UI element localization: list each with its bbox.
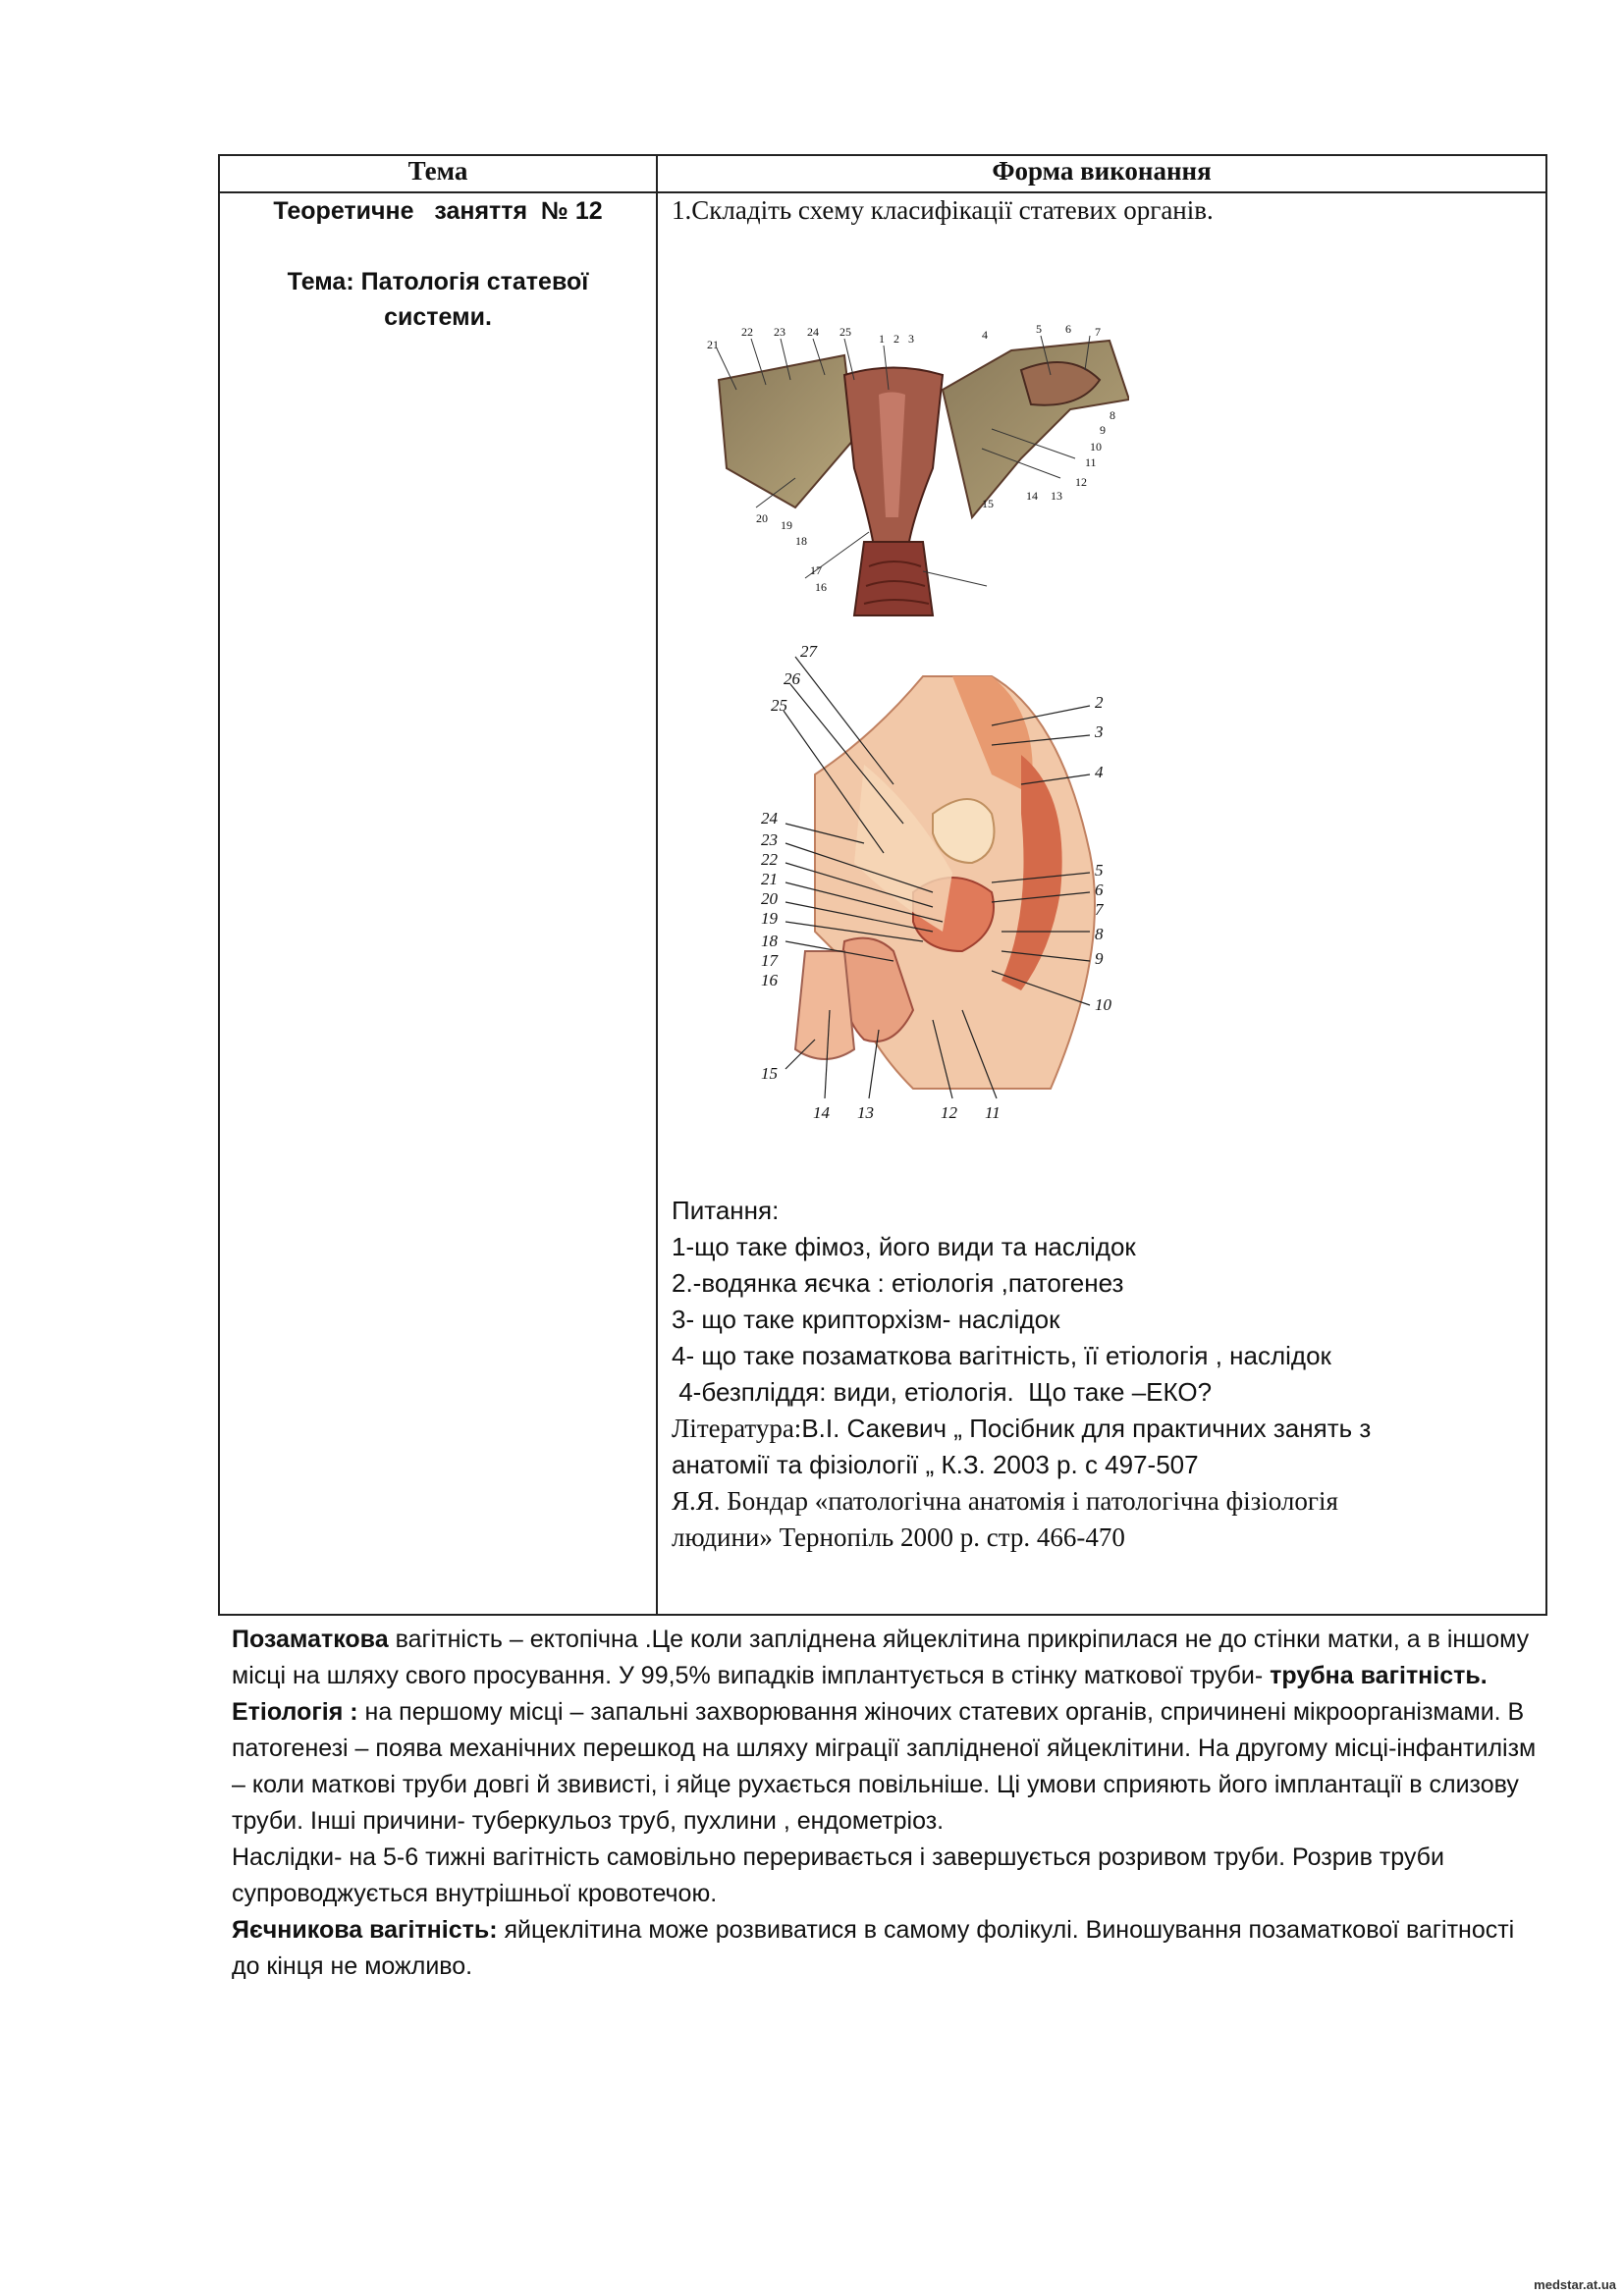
lesson-table [218,154,1547,1616]
figure-label: 4 [982,328,988,342]
figure-label: 9 [1100,423,1106,437]
figure-label: 5 [1095,861,1104,880]
paragraph-consequences: Наслідки- на 5-6 тижні вагітність самовільно переривається і завершується розривом труби. Розрив труби супроводжується внутрішньої кровотечою. [232,1843,1444,1907]
header-topic: Тема [219,155,657,192]
figure-label: 7 [1095,900,1104,919]
paragraph-ectopic: Позаматкова вагітність – ектопічна .Це коли запліднена яйцеклітина прикріпилася не до стінки матки, а в іншому місці на шляху свого просування. У 99,5% випадків імплантується в стінку маткової труби- трубна вагітність. [232,1626,1530,1689]
question-item: 4- що таке позаматкова вагітність, її етіологія , наслідок [672,1341,1331,1370]
figure-label: 15 [761,1064,778,1083]
question-item: 3- що таке крипторхізм- наслідок [672,1305,1060,1334]
figure-label: 24 [807,325,819,339]
figure-label: 4 [1095,763,1104,781]
figure-label: 20 [756,511,768,525]
topic-cell [219,192,657,1615]
figure-label: 25 [771,696,787,715]
figure-label: 3 [1095,722,1104,741]
figure-label: 2 [893,332,899,346]
figure-label: 10 [1095,995,1111,1014]
figure-label: 21 [761,870,778,888]
figure-label: 12 [941,1103,957,1122]
figure-label: 18 [795,534,807,548]
figure-label: 18 [761,932,778,950]
header-form: Форма виконання [657,155,1546,192]
question-item: 1-що таке фімоз, його види та наслідок [672,1232,1136,1261]
figure-label: 16 [761,971,778,989]
figure-label: 23 [761,830,778,849]
figure-label: 6 [1095,881,1104,899]
figure-label: 13 [857,1103,874,1122]
topic-line-1: Тема: Патологія статевої [287,268,589,295]
figure-label: 8 [1095,925,1104,943]
figure-label: 10 [1090,440,1102,454]
figure-label: 17 [761,951,778,970]
literature-1-cont: анатомії та фізіології „ К.З. 2003 р. с 497-507 [672,1450,1199,1479]
figure-label: 21 [707,338,719,351]
form-cell [657,192,1546,1615]
figure-label: 25 [839,325,851,339]
question-item: 2.-водянка яєчка : етіологія ,патогенез [672,1268,1124,1298]
figure-label: 14 [813,1103,830,1122]
male-pelvis-figure [697,637,1168,1128]
uterus-anatomy-figure [697,321,1129,617]
figure-label: 13 [1051,489,1062,503]
literature-2-cont: людини» Тернопіль 2000 р. стр. 466-470 [672,1522,1125,1552]
figure-label: 1 [879,332,885,346]
figure-label: 6 [1065,322,1071,336]
paragraph-etiology: Етіологія : на першому місці – запальні захворювання жіночих статевих органів, спричинені мікроорганізмами. В патогенезі – поява механічних перешкод на шляху міграції заплідненої яйцеклітини. На другому місці-інфантилізм – коли маткові труби довгі й звивисті, і яйце рухається повільніше. Ці умови сприяють його імплантації в слизову труби. Інші причини- туберкульоз труб, пухлини , ендометріоз. [232,1698,1537,1835]
figure-label: 16 [815,580,827,594]
figure-label: 20 [761,889,778,908]
figure-label: 26 [784,669,800,688]
figure-label: 3 [908,332,914,346]
literature-2: Я.Я. Бондар «патологічна анатомія і патологічна фізіологія [672,1486,1338,1516]
figure-label: 12 [1075,475,1087,489]
lesson-number: Теоретичне заняття № 12 [273,197,603,225]
figure-label: 7 [1095,325,1101,339]
figure-label: 17 [810,563,822,577]
figure-label: 27 [800,642,817,661]
topic-line-2: системи. [384,303,492,331]
figure-label: 8 [1110,408,1115,422]
figure-label: 23 [774,325,785,339]
figure-label: 11 [985,1103,1001,1122]
paragraph-ovarian: Яєчникова вагітність: яйцеклітина може розвиватися в самому фолікулі. Виношування позаматкової вагітності до кінця не можливо. [232,1916,1515,1980]
figure-label: 2 [1095,693,1104,712]
figure-label: 5 [1036,322,1042,336]
task-text: 1.Складіть схему класифікації статевих органів. [672,195,1214,225]
watermark: medstar.at.ua [1534,2277,1616,2292]
body-text [232,1622,1538,1985]
figure-label: 24 [761,809,778,828]
figure-label: 14 [1026,489,1038,503]
figure-label: 19 [781,518,792,532]
figure-label: 9 [1095,949,1104,968]
question-item: 4-безпліддя: види, етіологія. Що таке –ЕКО? [672,1377,1213,1407]
figure-label: 22 [761,850,778,869]
questions-block [672,1193,1371,1556]
questions-title: Питання: [672,1196,780,1225]
figure-label: 15 [982,497,994,510]
figure-label: 19 [761,909,778,928]
literature-1: Література:В.І. Сакевич „ Посібник для практичних занять з [672,1414,1372,1443]
figure-label: 22 [741,325,753,339]
figure-label: 11 [1085,455,1097,469]
